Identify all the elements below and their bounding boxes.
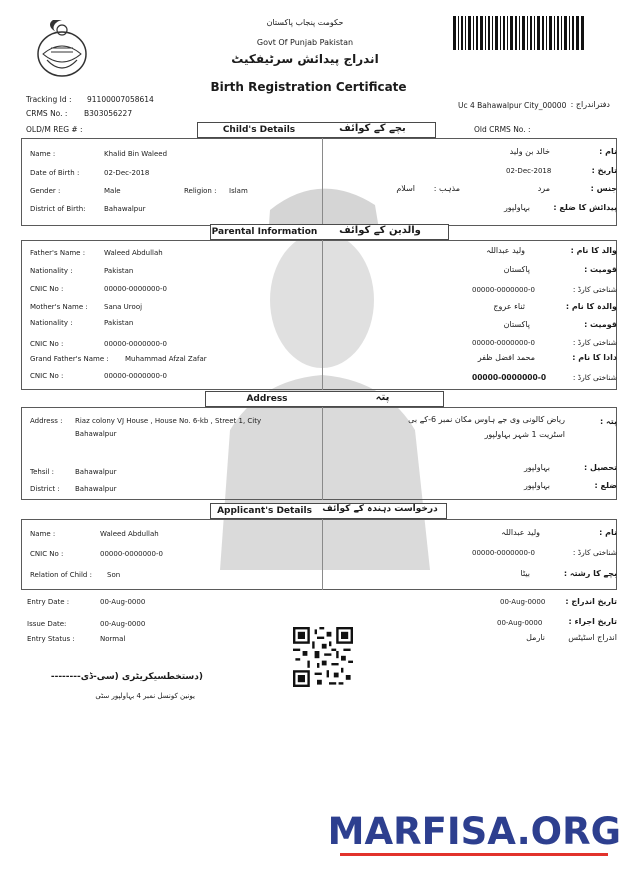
entry-status-label: Entry Status : — [27, 635, 75, 643]
mother-label: Mother's Name : — [30, 303, 88, 311]
address-line1: Riaz colony VJ House , House No. 6-kb , Street 1, City — [75, 417, 262, 425]
office-label-urdu: دفتراندراج : — [570, 100, 610, 109]
govt-english-title: Govt Of Punjab Pakistan — [256, 38, 354, 47]
cnic1-label: CNIC No : — [30, 285, 64, 293]
address-line1-ur: ریاض کالونی وی جے ہاوس مکان نمبر 6-کے بی — [408, 415, 565, 424]
parents-heading-en: Parental Information — [211, 227, 318, 237]
child-dob-label-ur: تاریخ : — [591, 166, 617, 175]
barcode-icon — [452, 16, 585, 50]
address-line2-ur: اسٹریت 1 شہر بہاولپور — [484, 430, 565, 439]
mother-label-ur: والدہ کا نام : — [565, 302, 617, 311]
entry-date-label-ur: تاریخ اندراج : — [565, 597, 617, 606]
applicant-heading-en: Applicant's Details — [217, 506, 312, 516]
applicant-divider — [322, 519, 323, 590]
child-name-value-ur: خالد بن ولید — [509, 147, 550, 156]
issue-date-label: Issue Date: — [27, 620, 67, 628]
old-reg-label: OLD/M REG # : — [26, 125, 83, 134]
child-religion-value-ur: اسلام — [396, 184, 415, 193]
child-district-label-ur: پیدائش کا ضلع : — [553, 203, 617, 212]
cnic2-value-ur: 00000-0000000-0 — [472, 339, 535, 347]
applicant-cnic-value: 00000-0000000-0 — [100, 550, 163, 558]
gf-value-ur: محمد افضل ظفر — [477, 353, 535, 362]
gf-value: Muhammad Afzal Zafar — [125, 355, 207, 363]
cnic1-value: 00000-0000000-0 — [104, 285, 167, 293]
applicant-name-label: Name : — [30, 530, 56, 538]
child-district-label: District of Birth: — [30, 205, 86, 213]
issue-date-value: 00-Aug-0000 — [100, 620, 146, 628]
address-divider — [322, 407, 323, 500]
punjab-emblem-icon — [33, 18, 91, 80]
status-value-ur: نارمل — [526, 633, 545, 642]
nat2-value: Pakistan — [104, 319, 134, 327]
office-value: Uc 4 Bahawalpur City_00000 — [458, 101, 567, 110]
district-value: Bahawalpur — [75, 485, 117, 493]
cnic2-label-ur: شناختی کارڈ : — [572, 338, 617, 347]
child-divider — [322, 138, 323, 226]
signature-line: (دستخطسیکریٹری (سی-ڈی-------- — [50, 672, 203, 682]
child-religion-value: Islam — [229, 187, 248, 195]
entry-status-value: Normal — [100, 635, 126, 643]
child-dob-value-ur: 02-Dec-2018 — [506, 167, 552, 175]
gf-label: Grand Father's Name : — [30, 355, 109, 363]
applicant-name-value: Waleed Abdullah — [100, 530, 159, 538]
child-heading-en: Child's Details — [222, 125, 296, 135]
applicant-cnic-value-ur: 00000-0000000-0 — [472, 549, 535, 557]
gf-label-ur: دادا کا نام : — [572, 353, 617, 362]
entry-date-value-ur: 00-Aug-0000 — [500, 598, 546, 606]
nat2-value-ur: پاکستان — [503, 320, 530, 329]
father-value-ur: ولید عبداللہ — [486, 246, 525, 255]
brand-underline — [340, 853, 608, 856]
nat1-value-ur: پاکستان — [503, 265, 530, 274]
cnic2-value: 00000-0000000-0 — [104, 340, 167, 348]
entry-date-value: 00-Aug-0000 — [100, 598, 146, 606]
father-label: Father's Name : — [30, 249, 86, 257]
cnic2-label: CNIC No : — [30, 340, 64, 348]
child-gender-value-ur: مرد — [537, 184, 550, 193]
parents-divider — [322, 240, 323, 390]
child-heading-ur: بچے کے کوائف — [339, 123, 406, 134]
child-district-value: Bahawalpur — [104, 205, 146, 213]
tehsil-label-ur: تحصیل : — [583, 463, 617, 472]
old-crms-label: Old CRMS No. : — [474, 125, 531, 134]
relation-value-ur: بیٹا — [520, 569, 530, 578]
nat2-label-ur: قومیت : — [584, 320, 617, 329]
applicant-name-label-ur: نام : — [599, 528, 617, 537]
title-urdu: اندراج پیدائش سرٹیفکیٹ — [231, 52, 379, 66]
signature-sub: یونین کونسل نمبر 4 بہاولپور سٹی — [95, 692, 195, 700]
district-label: District : — [30, 485, 60, 493]
govt-urdu-title: حکومت پنجاب پاکستان — [266, 18, 344, 27]
issue-date-label-ur: تاریخ اجراء : — [568, 617, 617, 626]
parents-heading-ur: والدین کے کوائف — [339, 225, 421, 236]
tracking-value: 91100007058614 — [87, 95, 154, 104]
address-heading-ur: پتہ — [375, 392, 390, 403]
child-religion-label-ur: مذہب : — [433, 184, 460, 193]
cnic1-label-ur: شناختی کارڈ : — [572, 285, 617, 294]
qr-code-icon — [293, 627, 353, 687]
applicant-heading-ur: درخواست دہندہ کے کوائف — [322, 504, 438, 514]
crms-value: B303056227 — [84, 109, 133, 118]
nat1-label: Nationality : — [30, 267, 73, 275]
crms-label: CRMS No. : — [26, 109, 68, 118]
brand-logo-text: MARFISA.ORG — [327, 810, 621, 853]
child-gender-label: Gender : — [30, 187, 61, 195]
tracking-label: Tracking Id : — [26, 95, 72, 104]
address-heading-en: Address — [246, 394, 288, 404]
nat1-label-ur: قومیت : — [584, 265, 617, 274]
applicant-cnic-label-ur: شناختی کارڈ : — [572, 548, 617, 557]
issue-date-value-ur: 00-Aug-0000 — [497, 619, 543, 627]
address-label-ur: پتہ : — [600, 417, 617, 426]
child-gender-label-ur: جنس : — [590, 184, 617, 193]
address-line2: Bahawalpur — [75, 430, 117, 438]
father-value: Waleed Abdullah — [104, 249, 163, 257]
child-district-value-ur: بہاولپور — [503, 203, 530, 212]
mother-value-ur: ثناء عروج — [493, 302, 525, 311]
nat1-value: Pakistan — [104, 267, 134, 275]
status-label-ur: اندراج اسٹیٹس — [568, 633, 617, 642]
child-gender-value: Male — [104, 187, 121, 195]
child-dob-label: Date of Birth : — [30, 169, 80, 177]
applicant-cnic-label: CNIC No : — [30, 550, 64, 558]
child-name-label: Name : — [30, 150, 56, 158]
cnic3-label: CNIC No : — [30, 372, 64, 380]
entry-date-label: Entry Date : — [27, 598, 70, 606]
child-name-label-ur: نام : — [599, 147, 617, 156]
title-english: Birth Registration Certificate — [210, 80, 407, 94]
mother-value: Sana Urooj — [104, 303, 143, 311]
address-label: Address : — [30, 417, 63, 425]
relation-label: Relation of Child : — [30, 571, 92, 579]
cnic3-value-ur: 00000-0000000-0 — [472, 373, 547, 382]
tehsil-label: Tehsil : — [30, 468, 54, 476]
district-value-ur: بہاولپور — [523, 481, 550, 490]
tehsil-value-ur: بہاولپور — [523, 463, 550, 472]
father-label-ur: والد کا نام : — [570, 246, 617, 255]
cnic1-value-ur: 00000-0000000-0 — [472, 286, 535, 294]
relation-value: Son — [107, 571, 121, 579]
cnic3-value: 00000-0000000-0 — [104, 372, 167, 380]
parents-section — [21, 240, 617, 390]
applicant-name-value-ur: ولید عبداللہ — [501, 528, 540, 537]
child-name-value: Khalid Bin Waleed — [104, 150, 168, 158]
child-dob-value: 02-Dec-2018 — [104, 169, 150, 177]
child-religion-label: Religion : — [184, 187, 217, 195]
relation-label-ur: بچے کا رشتہ : — [563, 569, 617, 578]
tehsil-value: Bahawalpur — [75, 468, 117, 476]
nat2-label: Nationality : — [30, 319, 73, 327]
district-label-ur: ضلع : — [594, 481, 617, 490]
cnic3-label-ur: شناختی کارڈ : — [572, 373, 617, 382]
